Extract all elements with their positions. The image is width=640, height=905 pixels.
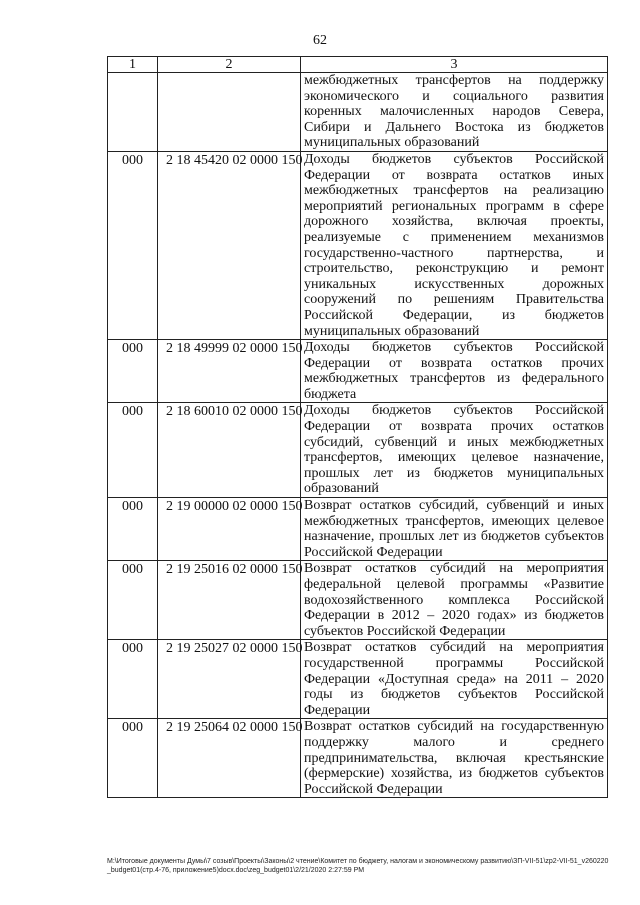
description-cell: межбюджетных трансфертов на поддержку экономического и социального развития коренных малочисленных народов Севера, Сибири и Дальнего Востока из бюджетов муниципальных образований <box>301 73 608 152</box>
description-cell: Возврат остатков субсидий, субвенций и иных межбюджетных трансфертов, имеющих целевое назначение, прошлых лет из бюджетов субъектов Российской Федерации <box>301 498 608 561</box>
admin-code-cell <box>108 73 158 152</box>
description-cell: Возврат остатков субсидий на мероприятия федеральной целевой программы «Развитие водохозяйственного комплекса Российской Федерации в 2012 – 2020 годах» из бюджетов субъектов Российской Федерации <box>301 561 608 640</box>
description-cell: Доходы бюджетов субъектов Российской Федерации от возврата остатков прочих межбюджетных трансфертов из федерального бюджета <box>301 340 608 403</box>
description-cell: Доходы бюджетов субъектов Российской Федерации от возврата прочих остатков субсидий, субвенций и иных межбюджетных трансфертов, имеющих целевое назначение, прошлых лет из бюджетов муниципальных образований <box>301 403 608 498</box>
budget-code-cell: 2 19 25027 02 0000 150 <box>158 640 301 719</box>
table-row <box>108 151 608 339</box>
admin-code-cell: 000 <box>108 561 158 640</box>
header-col-3: 3 <box>301 57 608 73</box>
description-cell: Доходы бюджетов субъектов Российской Федерации от возврата остатков иных межбюджетных трансфертов на реализацию мероприятий региональных программ в сфере дорожного хозяйства, включая проекты, реализуемые с применением механизмов государственно-частного партнерства, и строительство, реконструкцию и ремонт уникальных искусственных дорожных сооружений по решениям Правительства Российской Федерации, из бюджетов муниципальных образований <box>301 151 608 339</box>
budget-code-cell: 2 18 49999 02 0000 150 <box>158 340 301 403</box>
budget-classification-table <box>107 56 608 798</box>
admin-code-cell: 000 <box>108 151 158 339</box>
admin-code-cell: 000 <box>108 719 158 798</box>
table-row <box>108 561 608 640</box>
page-number: 62 <box>313 33 327 48</box>
file-path-footer: M:\Итоговые документы Думы\7 созыв\Проекты\Законы\2 чтение\Комитет по бюджету, налогам и экономическому развитию\ЗП-VII-51\zp2-VII-51_v260220_budget01(стр.4-76, приложение5)docx.doc\zeg_budget01\2/21/2020 2:27:59 PM <box>107 858 609 874</box>
budget-code-cell: 2 19 25016 02 0000 150 <box>158 561 301 640</box>
admin-code-cell: 000 <box>108 498 158 561</box>
header-col-1: 1 <box>108 57 158 73</box>
table-row <box>108 498 608 561</box>
table-header-row <box>108 57 608 73</box>
admin-code-cell: 000 <box>108 403 158 498</box>
budget-code-cell: 2 19 25064 02 0000 150 <box>158 719 301 798</box>
table-row <box>108 403 608 498</box>
budget-code-cell: 2 18 45420 02 0000 150 <box>158 151 301 339</box>
table-row <box>108 340 608 403</box>
table-row <box>108 719 608 798</box>
budget-code-cell <box>158 73 301 152</box>
admin-code-cell: 000 <box>108 640 158 719</box>
table-row <box>108 640 608 719</box>
header-col-2: 2 <box>158 57 301 73</box>
table-row <box>108 73 608 152</box>
admin-code-cell: 000 <box>108 340 158 403</box>
budget-code-cell: 2 19 00000 02 0000 150 <box>158 498 301 561</box>
description-cell: Возврат остатков субсидий на мероприятия государственной программы Российской Федерации «Доступная среда» на 2011 – 2020 годы из бюджетов субъектов Российской Федерации <box>301 640 608 719</box>
budget-code-cell: 2 18 60010 02 0000 150 <box>158 403 301 498</box>
description-cell: Возврат остатков субсидий на государственную поддержку малого и среднего предпринимательства, включая крестьянские (фермерские) хозяйства, из бюджетов субъектов Российской Федерации <box>301 719 608 798</box>
